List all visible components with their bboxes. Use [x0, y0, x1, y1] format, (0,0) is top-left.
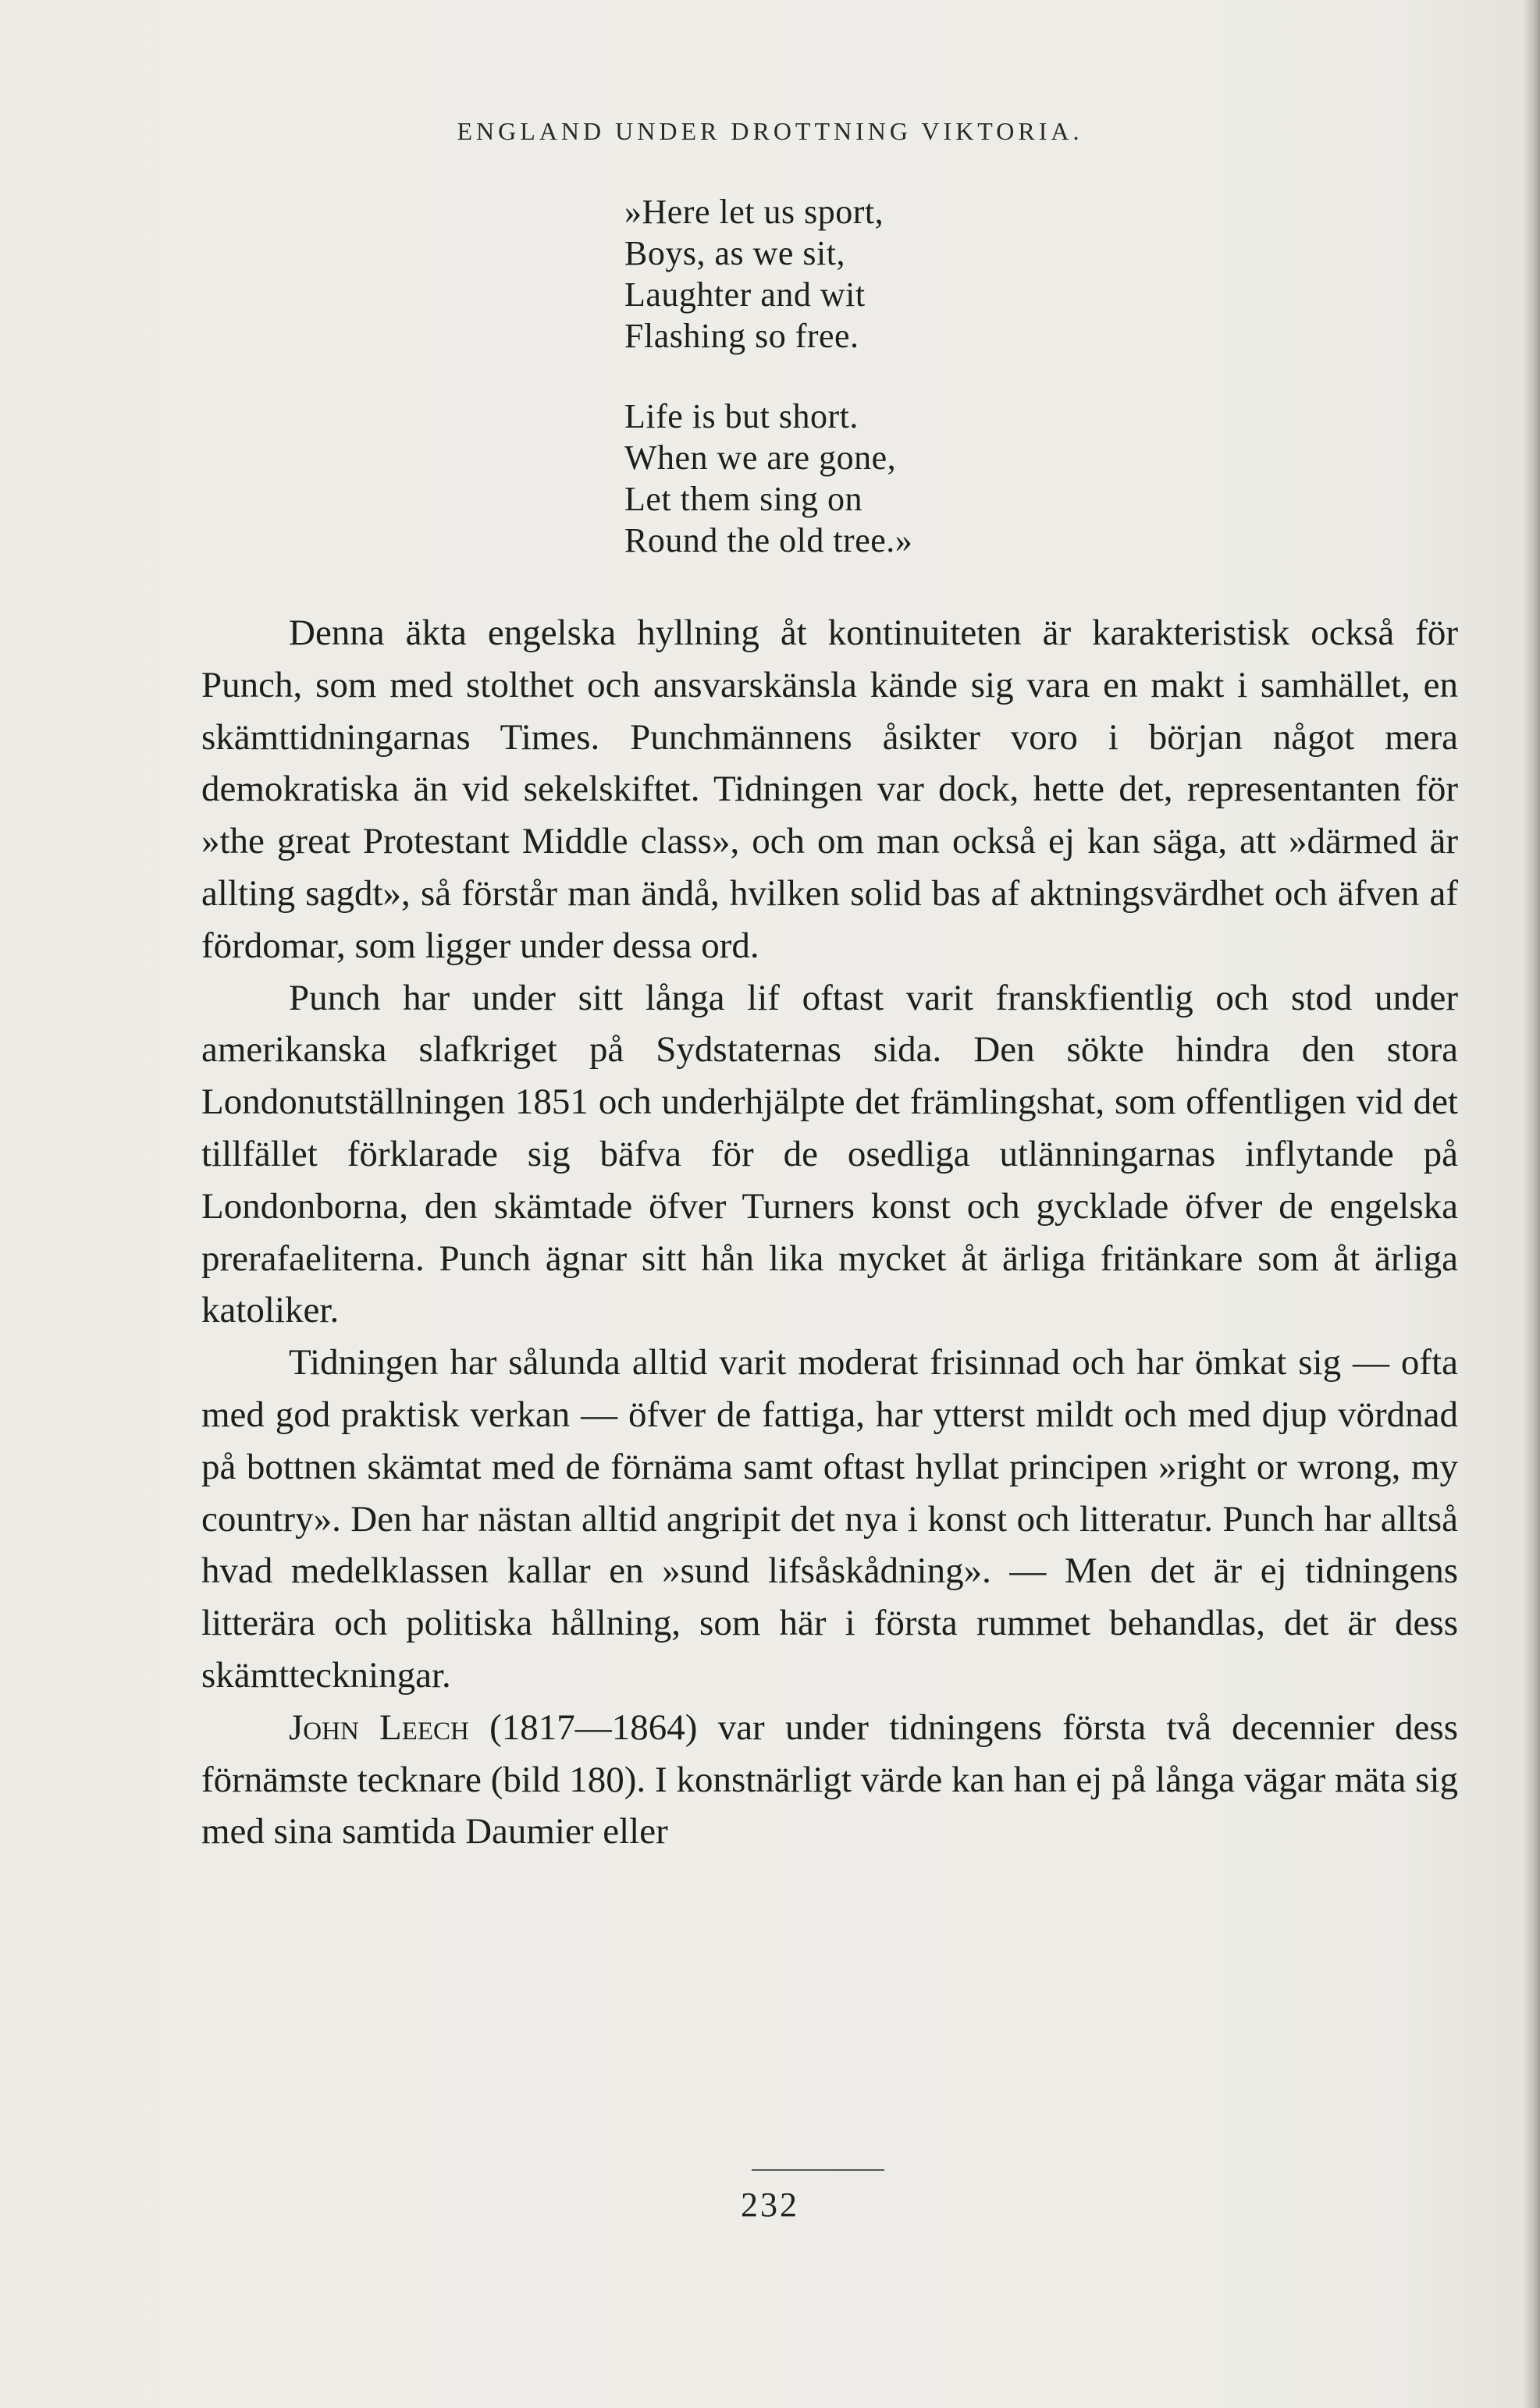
running-head: ENGLAND UNDER DROTTNING VIKTORIA.: [457, 117, 1083, 145]
poem-line: »Here let us sport,: [624, 193, 884, 231]
poem-quote: [624, 191, 1171, 600]
poem-stanza-2: [624, 396, 1171, 561]
poem-line: When we are gone,: [624, 439, 897, 477]
paragraph-4: [201, 1702, 1458, 1858]
artist-name: John Leech: [289, 1707, 469, 1748]
poem-stanza-1: [624, 191, 1171, 357]
page-edge-shadow: [1523, 0, 1540, 2408]
paragraph-2: Punch har under sitt långa lif oftast varit franskfientlig och stod under amerikanska slafkriget på Sydstaternas sida. Den sökte hindra den stora Londonutställningen 1851 och underhjälpte det främlingshat, som offentligen vid det tillfället förklarade sig bäfva för de osedliga utlänningarnas inflytande på Londonborna, den skämtade öfver Turners konst och gycklade öfver de engelska prerafaeliterna. Punch ägnar sitt hån lika mycket åt ärliga fritänkare som åt ärliga katoliker.: [201, 977, 1458, 1331]
poem-line: Laughter and wit: [624, 275, 866, 314]
poem-line: Round the old tree.»: [624, 521, 913, 559]
page-number: 232: [741, 2186, 799, 2224]
poem-line: Flashing so free.: [624, 317, 859, 355]
paragraph-4-text: (1817—1864) var under tidningens första två decennier dess förnämste tecknare (bild 180). I konstnärligt värde kan han ej på långa vägar mäta sig med sina samtida Daumier eller: [201, 1707, 1459, 1852]
paragraph-3: Tidningen har sålunda alltid varit moderat frisinnad och har ömkat sig — ofta med god praktisk verkan — öfver de fattiga, har ytterst mildt och med djup vördnad på bottnen skämtat med de förnäma samt oftast hyllat principen »right or wrong, my country». Den har nästan alltid angripit det nya i konst och litteratur. Punch har alltså hvad medelklassen kallar en »sund lifsåskådning». — Men det är ej tidningens litterära och politiska hållning, som här i första rummet behandlas, det är dess skämtteckningar.: [201, 1342, 1458, 1696]
poem-line: Let them sing on: [624, 480, 862, 518]
footer-rule: [752, 2169, 884, 2171]
body-text: [201, 607, 1458, 1858]
poem-line: Boys, as we sit,: [624, 234, 845, 272]
poem-line: Life is but short.: [624, 397, 859, 435]
paragraph-1: Denna äkta engelska hyllning åt kontinuiteten är karakteristisk också för Punch, som med stolthet och ansvarskänsla kände sig vara en makt i samhället, en skämttidningarnas Times. Punchmännens åsikter voro i början något mera demokratiska än vid sekelskiftet. Tidningen var dock, hette det, representanten för »the great Protestant Middle class», och om man också ej kan säga, att »därmed är allting sagdt», så förstår man ändå, hvilken solid bas af aktningsvärdhet och äfven af fördomar, som ligger under dessa ord.: [201, 613, 1458, 966]
